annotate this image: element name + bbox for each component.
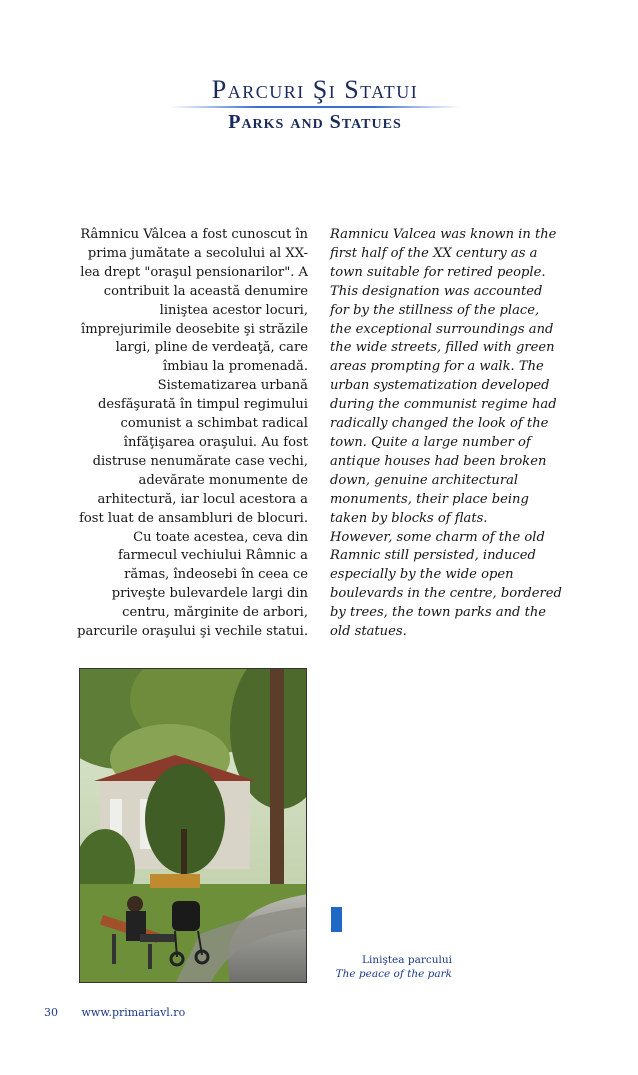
caption-ro: Liniştea parcului: [362, 954, 452, 966]
caption-en: The peace of the park: [335, 968, 452, 980]
body-text-ro: [76, 226, 308, 642]
paragraph-en: Ramnicu Valcea was known in the first half of the XX century as a town suitable for retired people. This designation was accounted for by the stillness of the place, the exceptional surroundings and the wide streets, filled with green areas prompting for a walk. The urban systematization developed during the communist regime had radically changed the look of the town. Quite a large number of antique houses had been broken down, genuine architectural monuments, their place being taken by blocks of flats.: [330, 227, 557, 526]
page-title-en: Parks and Statues: [228, 111, 402, 133]
body-text-en: [330, 226, 562, 642]
paragraph-en: However, some charm of the old Ramnic still persisted, induced especially by the wide open boulevards in the centre, bordered by trees, the town parks and the old statues.: [330, 529, 562, 640]
page-number: 30: [44, 1006, 58, 1019]
website-link[interactable]: www.primariavl.ro: [81, 1006, 186, 1019]
title-divider: [170, 106, 460, 108]
caption-accent-bar: [331, 907, 342, 932]
page-footer: [44, 1006, 185, 1019]
photo-caption: [332, 953, 452, 981]
park-photo: [79, 668, 307, 983]
paragraph-ro: Râmnicu Vâlcea a fost cunoscut în prima jumătate a secolului al XX-lea drept "oraşul pensionarilor". A contribuit la această denumire liniştea acestor locuri, împrejurimile deosebite şi străzile largi, pline de verdeaţă, care îmbiau la promenadă. Sistematizarea urbană desfăşurată în timpul regimului comunist a schimbat radical înfăţişarea oraşului. Au fost distruse nenumărate case vechi, adevărate monumente de arhitectură, iar locul acestora a fost luat de ansambluri de blocuri. Cu toate acestea, ceva din farmecul vechiului Râmnic a rămas, îndeosebi în ceea ce priveşte bulevardele largi din centru, mărginite de arbori, parcurile oraşului şi vechile statui.: [77, 227, 308, 640]
page-title-block: [170, 76, 460, 133]
page-title-ro: Parcuri Şi Statui: [211, 75, 419, 104]
